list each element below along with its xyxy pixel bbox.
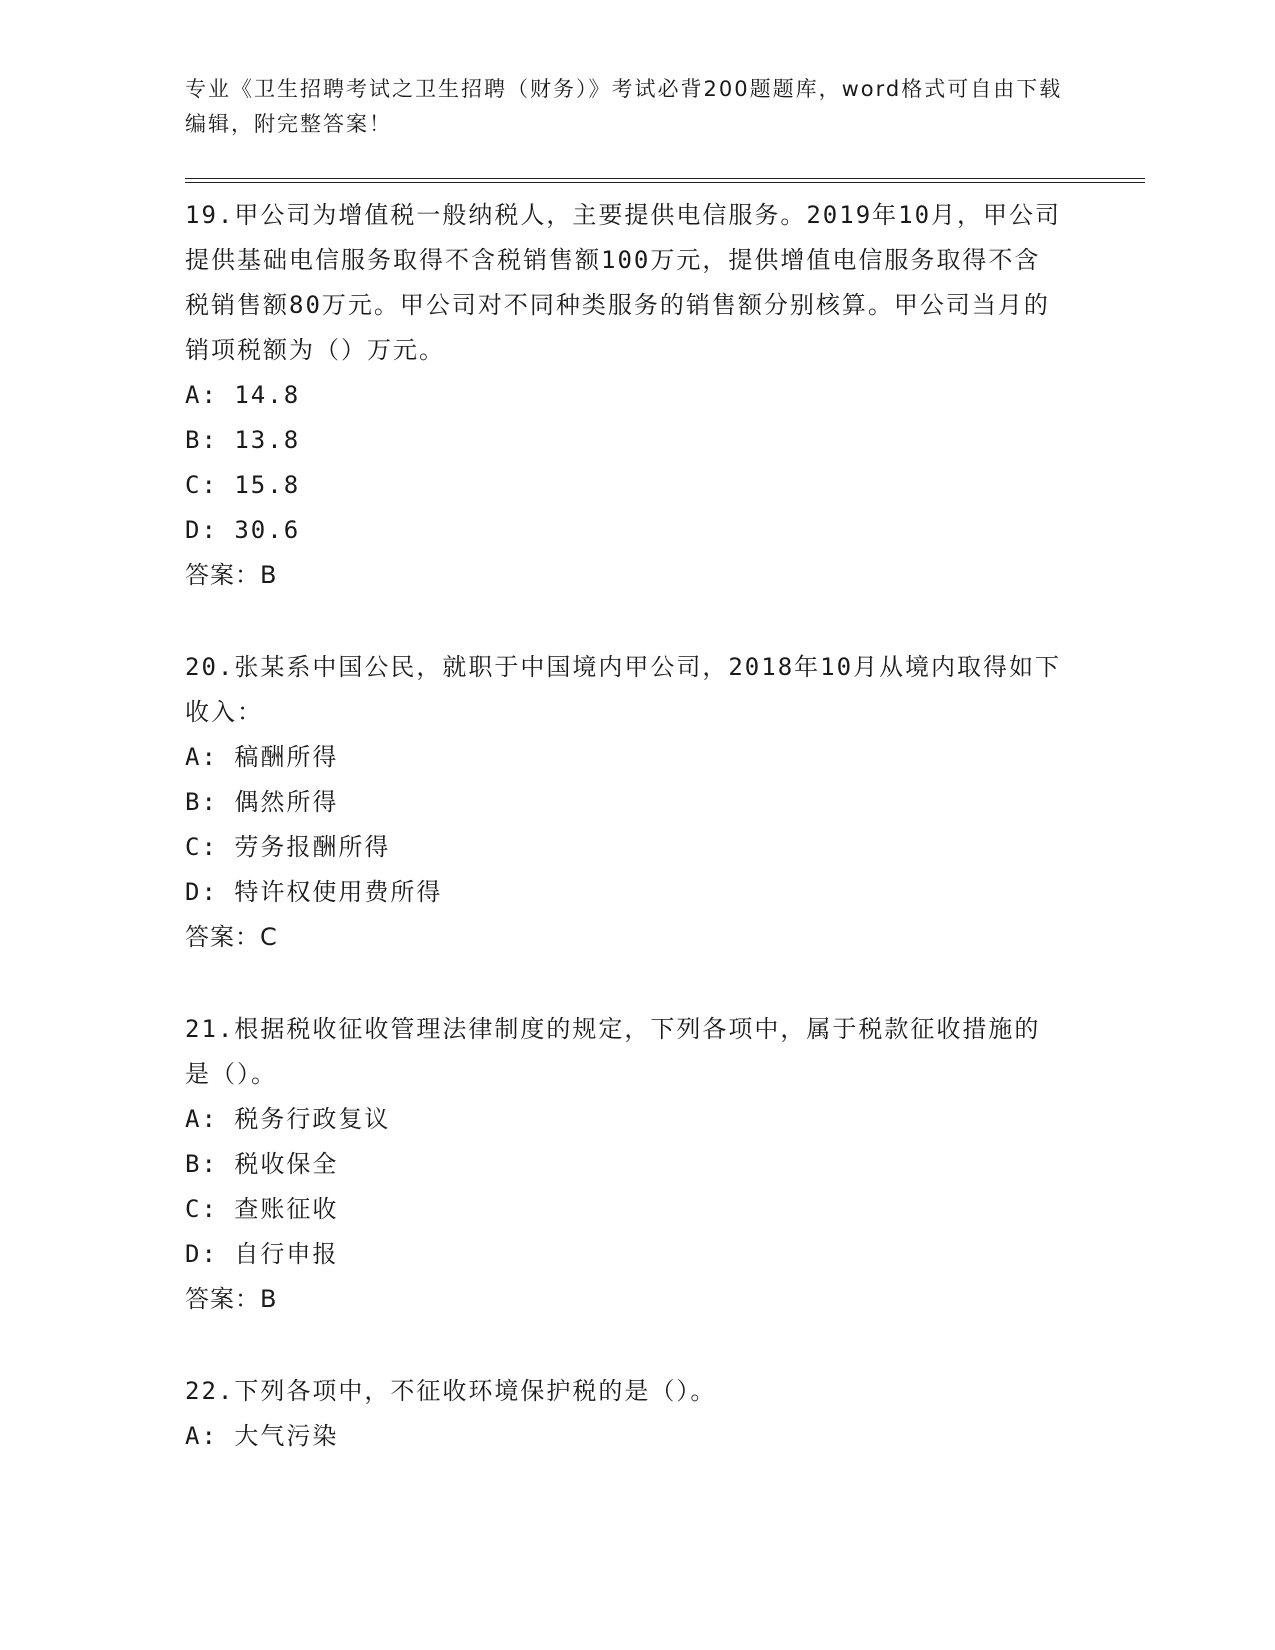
- question-21: [185, 1007, 1105, 1322]
- option-a: A: 大气污染: [185, 1422, 339, 1450]
- question-text: 22.下列各项中，不征收环境保护税的是（）。: [185, 1377, 717, 1405]
- option-c: C: 查账征收: [185, 1195, 339, 1223]
- option-c: C: 15.8: [185, 471, 301, 499]
- document-header: 专业《卫生招聘考试之卫生招聘（财务）》考试必背200题题库，word格式可自由下载编辑，附完整答案！: [185, 77, 1063, 136]
- question-19: [185, 193, 1105, 598]
- question-text: 20.张某系中国公民，就职于中国境内甲公司，2018年10月从境内取得如下收入：: [185, 653, 1062, 726]
- option-d: D: 30.6: [185, 516, 301, 544]
- question-text: 19.甲公司为增值税一般纳税人，主要提供电信服务。2019年10月，甲公司提供基础电信服务取得不含税销售额100万元，提供增值电信服务取得不含税销售额80万元。甲公司对不同种类服务的销售额分别核算。甲公司当月的销项税额为（）万元。: [185, 201, 1062, 364]
- option-a: A: 14.8: [185, 381, 301, 409]
- question-list: [185, 193, 1105, 1459]
- question-text: 21.根据税收征收管理法律制度的规定，下列各项中，属于税款征收措施的是（）。: [185, 1015, 1041, 1088]
- option-d: D: 特许权使用费所得: [185, 878, 443, 906]
- option-a: A: 税务行政复议: [185, 1105, 391, 1133]
- option-d: D: 自行申报: [185, 1240, 339, 1268]
- answer: 答案：B: [185, 1285, 278, 1313]
- option-c: C: 劳务报酬所得: [185, 833, 391, 861]
- option-b: B: 税收保全: [185, 1150, 339, 1178]
- question-22: [185, 1369, 1105, 1459]
- question-20: [185, 645, 1105, 960]
- option-b: B: 偶然所得: [185, 788, 339, 816]
- answer: 答案：B: [185, 561, 278, 589]
- document-page: [185, 72, 1105, 1506]
- option-b: B: 13.8: [185, 426, 301, 454]
- header-double-rule: [185, 178, 1145, 183]
- answer: 答案：C: [185, 923, 278, 951]
- option-a: A: 稿酬所得: [185, 743, 339, 771]
